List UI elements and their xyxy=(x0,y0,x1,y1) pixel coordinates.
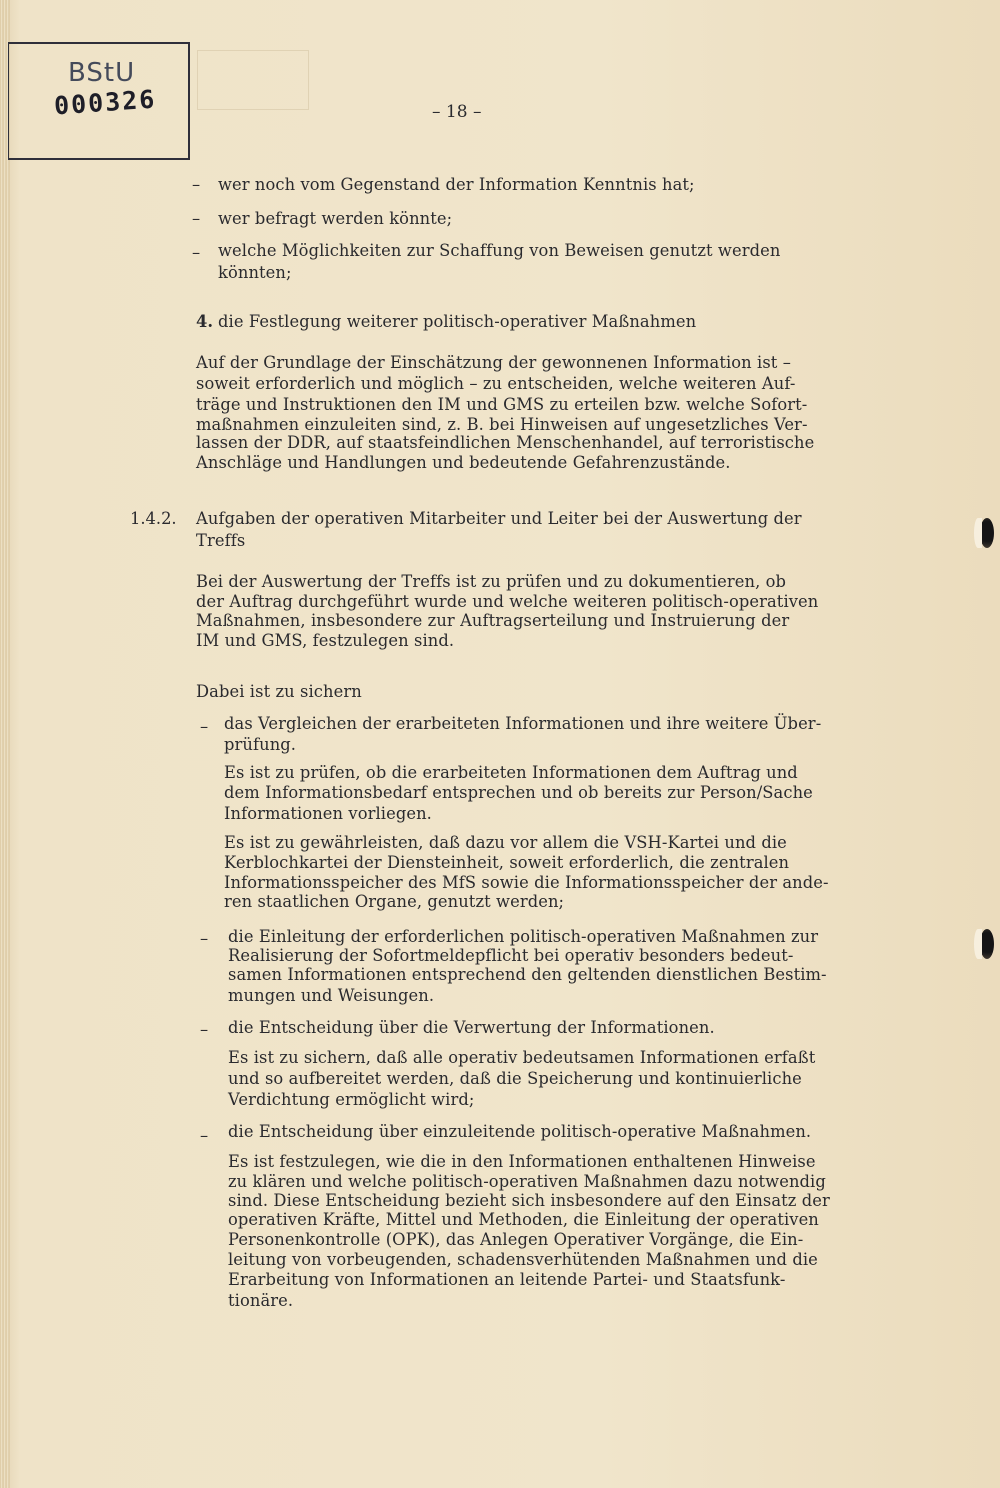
punch-hole-edge xyxy=(974,518,982,548)
page-stack-edge xyxy=(0,0,10,1488)
intro-line: Dabei ist zu sichern xyxy=(196,682,362,701)
paragraph-line: der Auftrag durchgeführt wurde und welche weiteren politisch-operativen xyxy=(196,592,819,611)
list-item-continuation: könnten; xyxy=(218,263,292,282)
section-number: 1.4.2. xyxy=(130,509,177,528)
list-dash: – xyxy=(200,929,209,948)
paragraph-line: Anschläge und Handlungen und bedeutende Gefahrenzustände. xyxy=(196,453,731,472)
paragraph-line: Es ist zu gewährleisten, daß dazu vor allem die VSH-Kartei und die xyxy=(224,833,787,852)
paragraph-line: Verdichtung ermöglicht wird; xyxy=(228,1090,475,1109)
list-item: die Einleitung der erforderlichen politisch-operativen Maßnahmen zur xyxy=(228,927,819,946)
paragraph-line: Maßnahmen, insbesondere zur Auftragserteilung und Instruierung der xyxy=(196,611,790,630)
page-number: – 18 – xyxy=(432,102,482,122)
paragraph-line: Informationsspeicher des MfS sowie die Informationsspeicher der ande- xyxy=(224,873,829,892)
paragraph-line: Es ist zu prüfen, ob die erarbeiteten Informationen dem Auftrag und xyxy=(224,763,798,782)
list-item-continuation: mungen und Weisungen. xyxy=(228,986,435,1005)
point-number: 4. xyxy=(196,312,213,331)
faded-stamp-imprint xyxy=(197,50,309,110)
stamp-page-number: 000326 xyxy=(53,84,158,121)
paragraph-line: ren staatlichen Organe, genutzt werden; xyxy=(224,892,565,911)
list-dash: – xyxy=(192,243,201,262)
list-dash: – xyxy=(200,1126,209,1145)
list-dash: – xyxy=(192,175,201,194)
paragraph-line: IM und GMS, festzulegen sind. xyxy=(196,631,455,650)
paragraph-line: Informationen vorliegen. xyxy=(224,804,432,823)
paragraph-line: soweit erforderlich und möglich – zu entscheiden, welche weiteren Auf- xyxy=(196,374,796,393)
list-item: welche Möglichkeiten zur Schaffung von Beweisen genutzt werden xyxy=(218,241,781,260)
paragraph-line: lassen der DDR, auf staatsfeindlichen Menschenhandel, auf terroristische xyxy=(196,433,815,452)
paragraph-line: tionäre. xyxy=(228,1291,294,1310)
paragraph-line: Auf der Grundlage der Einschätzung der gewonnenen Information ist – xyxy=(196,353,791,372)
list-item-continuation: prüfung. xyxy=(224,735,297,754)
paragraph-line: operativen Kräfte, Mittel und Methoden, die Einleitung der operativen xyxy=(228,1210,819,1229)
list-item: wer befragt werden könnte; xyxy=(218,209,453,228)
paragraph-line: sind. Diese Entscheidung bezieht sich insbesondere auf den Einsatz der xyxy=(228,1191,830,1210)
punch-hole-edge xyxy=(974,929,982,959)
paragraph-line: und so aufbereitet werden, daß die Speicherung und kontinuierliche xyxy=(228,1069,802,1088)
list-item-continuation: samen Informationen entsprechend den geltenden dienstlichen Bestim- xyxy=(228,965,827,984)
paragraph-line: Bei der Auswertung der Treffs ist zu prüfen und zu dokumentieren, ob xyxy=(196,572,787,591)
punch-hole xyxy=(980,518,994,548)
paragraph-line: träge und Instruktionen den IM und GMS zu erteilen bzw. welche Sofort- xyxy=(196,395,808,414)
list-dash: – xyxy=(200,717,209,736)
list-item: das Vergleichen der erarbeiteten Informationen und ihre weitere Über- xyxy=(224,714,822,733)
paragraph-line: Kerblochkartei der Diensteinheit, soweit erforderlich, die zentralen xyxy=(224,853,790,872)
paragraph-line: dem Informationsbedarf entsprechen und ob bereits zur Person/Sache xyxy=(224,783,813,802)
list-dash: – xyxy=(200,1020,209,1039)
section-title: Aufgaben der operativen Mitarbeiter und Leiter bei der Auswertung der xyxy=(196,509,802,528)
paragraph-line: leitung von vorbeugenden, schadensverhütenden Maßnahmen und die xyxy=(228,1250,818,1269)
paragraph-line: Es ist zu sichern, daß alle operativ bedeutsamen Informationen erfaßt xyxy=(228,1048,816,1067)
paragraph-line: zu klären und welche politisch-operativen Maßnahmen dazu notwendig xyxy=(228,1172,826,1191)
stamp-archive-label: BStU xyxy=(68,58,136,88)
punch-hole xyxy=(980,929,994,959)
list-dash: – xyxy=(192,209,201,228)
list-item: die Entscheidung über einzuleitende politisch-operative Maßnahmen. xyxy=(228,1122,812,1141)
paragraph-line: Es ist festzulegen, wie die in den Informationen enthaltenen Hinweise xyxy=(228,1152,816,1171)
list-item: wer noch vom Gegenstand der Information Kenntnis hat; xyxy=(218,175,695,194)
point-heading: die Festlegung weiterer politisch-operativer Maßnahmen xyxy=(218,312,697,331)
list-item: die Entscheidung über die Verwertung der Informationen. xyxy=(228,1018,715,1037)
list-item-continuation: Realisierung der Sofortmeldepflicht bei operativ besonders bedeut- xyxy=(228,946,794,965)
section-title-continuation: Treffs xyxy=(196,531,246,550)
paragraph-line: maßnahmen einzuleiten sind, z. B. bei Hinweisen auf ungesetzliches Ver- xyxy=(196,415,808,434)
paragraph-line: Erarbeitung von Informationen an leitende Partei- und Staatsfunk- xyxy=(228,1270,786,1289)
paragraph-line: Personenkontrolle (OPK), das Anlegen Operativer Vorgänge, die Ein- xyxy=(228,1230,804,1249)
